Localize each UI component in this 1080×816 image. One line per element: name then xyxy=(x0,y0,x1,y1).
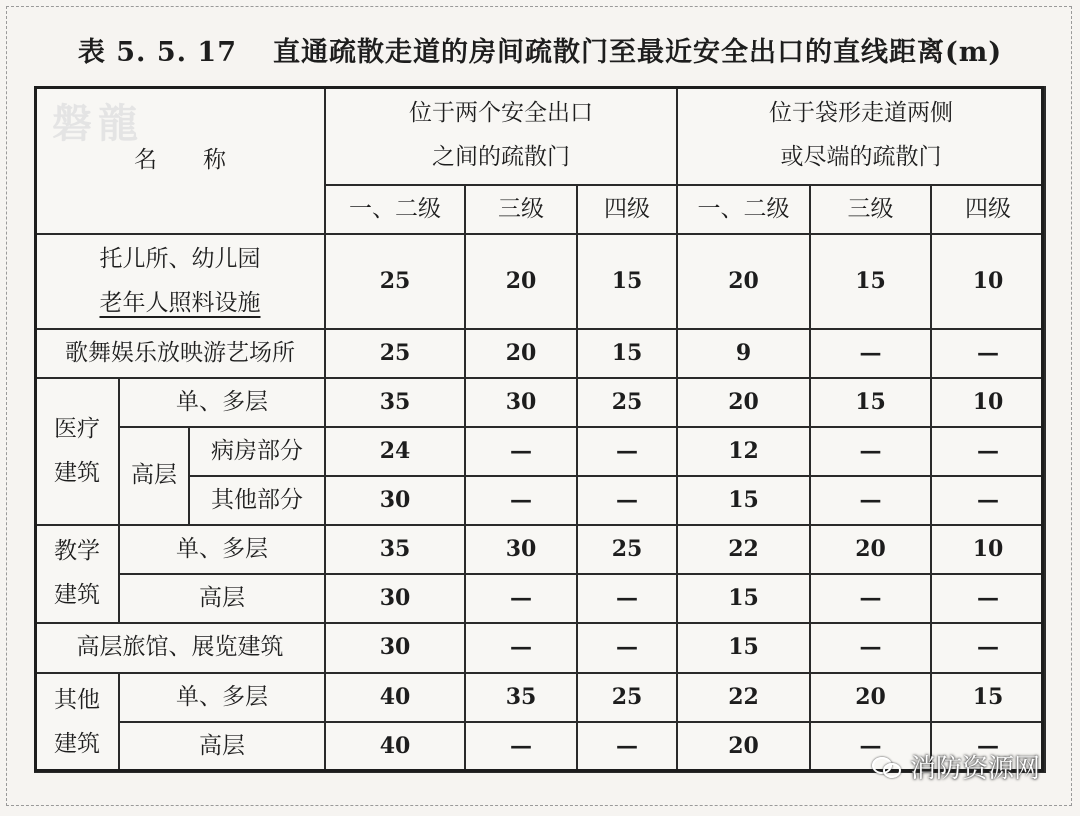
row-label-line1: 托儿所、幼儿园 xyxy=(99,245,261,272)
row-label-ward: 病房部分 xyxy=(189,427,325,476)
cell-value: 25 xyxy=(577,378,677,427)
row-label-education-high: 高层 xyxy=(119,574,325,623)
distance-table-wrap xyxy=(34,86,1044,772)
group-label-line2: 建筑 xyxy=(54,582,100,608)
table-number: 表 5. 5. 17 xyxy=(77,37,238,68)
header-group-dead-end xyxy=(677,87,1045,185)
cell-value: 30 xyxy=(465,525,577,574)
table-row xyxy=(35,525,1045,574)
cell-value: 25 xyxy=(325,329,465,378)
cell-value: 20 xyxy=(677,722,810,772)
cell-value: 22 xyxy=(677,673,810,722)
row-label-medical-high: 高层 xyxy=(119,427,189,525)
cell-value: — xyxy=(465,722,577,772)
cell-value: — xyxy=(465,574,577,623)
cell-value: — xyxy=(931,427,1045,476)
cell-value: 25 xyxy=(325,234,465,329)
table-title xyxy=(0,30,1080,69)
cell-value: 40 xyxy=(325,722,465,772)
distance-table xyxy=(34,86,1046,773)
cell-value: — xyxy=(465,623,577,673)
cell-value: 30 xyxy=(325,476,465,525)
group-label-line2: 建筑 xyxy=(54,730,100,757)
cell-value: — xyxy=(931,574,1045,623)
cell-value: 20 xyxy=(810,525,931,574)
grade-header: 四级 xyxy=(931,185,1045,234)
cell-value: 24 xyxy=(325,427,465,476)
row-group-education xyxy=(35,525,119,623)
cell-value: — xyxy=(810,623,931,673)
cell-value: — xyxy=(810,574,931,623)
cell-value: 20 xyxy=(465,234,577,329)
grade-header: 一、二级 xyxy=(677,185,810,234)
row-group-other xyxy=(35,673,119,772)
cell-value: — xyxy=(931,476,1045,525)
table-row xyxy=(35,574,1045,623)
table-row xyxy=(35,378,1045,427)
cell-value: 20 xyxy=(677,378,810,427)
row-group-medical xyxy=(35,378,119,525)
cell-value: 15 xyxy=(677,623,810,673)
cell-value: — xyxy=(577,476,677,525)
row-label-other-part: 其他部分 xyxy=(189,476,325,525)
header-group2-line2: 或尽端的疏散门 xyxy=(780,144,942,170)
source-watermark xyxy=(872,748,1040,785)
cell-value: 9 xyxy=(677,329,810,378)
grade-header: 三级 xyxy=(810,185,931,234)
row-label-nursery xyxy=(35,234,325,329)
cell-value: — xyxy=(810,722,931,772)
cell-value: — xyxy=(465,427,577,476)
table-row xyxy=(35,673,1045,722)
row-label-medical-single: 单、多层 xyxy=(119,378,325,427)
table-row xyxy=(35,234,1045,329)
cell-value: — xyxy=(931,722,1045,772)
cell-value: 10 xyxy=(931,525,1045,574)
header-group2-line1: 位于袋形走道两侧 xyxy=(769,100,954,127)
header-group-between-exits xyxy=(325,87,677,185)
cell-value: 15 xyxy=(931,673,1045,722)
row-label-entertainment: 歌舞娱乐放映游艺场所 xyxy=(35,329,325,378)
cell-value: 35 xyxy=(325,525,465,574)
table-row xyxy=(35,427,1045,476)
group-label-line1: 教学 xyxy=(54,538,100,565)
cell-value: — xyxy=(577,427,677,476)
cell-value: 30 xyxy=(465,378,577,427)
group-label-line2: 建筑 xyxy=(54,459,100,486)
cell-value: — xyxy=(465,476,577,525)
header-group1-line1: 位于两个安全出口 xyxy=(409,100,594,127)
grade-header: 三级 xyxy=(465,185,577,234)
cell-value: 15 xyxy=(677,574,810,623)
cell-value: 10 xyxy=(931,234,1045,329)
cell-value: 30 xyxy=(325,623,465,673)
cell-value: — xyxy=(577,574,677,623)
cell-value: 15 xyxy=(677,476,810,525)
source-watermark-text: 消防资源网 xyxy=(909,754,1040,784)
grade-header: 四级 xyxy=(577,185,677,234)
cell-value: 20 xyxy=(465,329,577,378)
cell-value: 35 xyxy=(325,378,465,427)
grade-header: 一、二级 xyxy=(325,185,465,234)
row-label-hotel: 高层旅馆、展览建筑 xyxy=(35,623,325,673)
cell-value: 15 xyxy=(577,329,677,378)
cell-value: — xyxy=(810,427,931,476)
cell-value: — xyxy=(577,623,677,673)
row-label-other-high: 高层 xyxy=(119,722,325,772)
row-label-other-single: 单、多层 xyxy=(119,673,325,722)
cell-value: 20 xyxy=(810,673,931,722)
cell-value: 10 xyxy=(931,378,1045,427)
table-caption: 直通疏散走道的房间疏散门至最近安全出口的直线距离(m) xyxy=(273,37,1003,68)
cell-value: 15 xyxy=(577,234,677,329)
cell-value: 15 xyxy=(810,234,931,329)
cell-value: 35 xyxy=(465,673,577,722)
cell-value: 40 xyxy=(325,673,465,722)
cell-value: 25 xyxy=(577,673,677,722)
cell-value: 20 xyxy=(677,234,810,329)
cell-value: 22 xyxy=(677,525,810,574)
group-label-line1: 其他 xyxy=(54,686,100,713)
wechat-icon xyxy=(872,755,902,779)
group-label-line1: 医疗 xyxy=(54,415,100,442)
cell-value: 25 xyxy=(577,525,677,574)
cell-value: — xyxy=(577,722,677,772)
logo-watermark: 磐龍 xyxy=(52,101,144,147)
row-label-line2: 老年人照料设施 xyxy=(99,289,261,316)
cell-value: 12 xyxy=(677,427,810,476)
table-row xyxy=(35,329,1045,378)
cell-value: — xyxy=(810,329,931,378)
cell-value: 15 xyxy=(810,378,931,427)
cell-value: — xyxy=(931,623,1045,673)
header-name: 名 称 xyxy=(35,87,325,234)
cell-value: 30 xyxy=(325,574,465,623)
cell-value: — xyxy=(931,329,1045,378)
row-label-education-single: 单、多层 xyxy=(119,525,325,574)
header-group1-line2: 之间的疏散门 xyxy=(432,144,571,170)
cell-value: — xyxy=(810,476,931,525)
table-row xyxy=(35,623,1045,673)
